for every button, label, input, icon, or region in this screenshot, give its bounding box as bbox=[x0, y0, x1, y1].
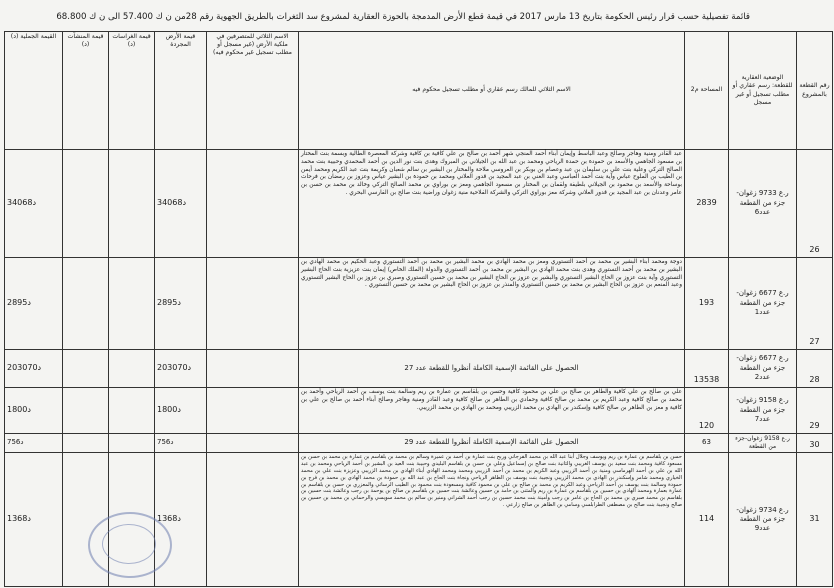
owners-list: علي بن صالح بن علي كافية والطاهر بن صالح بن علي بن محمود كافية وحسن بن بلقاسم بن عمارة بن ريم وسالمة بنت يوسف بن أحمد الرياحي وأحمد بن محمد بن صالح كافية وعبد الكريم بن محمد بن صالح كافية وحمادي بن الطاهر بن صالح كافية وعبد القادر ومنية وهاجر وصالح أبناء أحمد بن صالح بن علي بن كافية و معز بن الطاهر بن صالح كافية وإسكندر بن الهادي بن محمد الزريبي ومحمد بن الهادي بن محمد الزريبي. bbox=[299, 388, 685, 434]
header-unregistered-owners: الاسم الثلاثي للمتصرفين في ملكية الأرض (غير مسجل أو مطلب تسجيل غير محكوم فيه) bbox=[207, 32, 299, 150]
header-area: المساحة م2 bbox=[685, 32, 729, 150]
row-number: 27 bbox=[797, 258, 833, 350]
table-row bbox=[5, 350, 833, 388]
row-number: 31 bbox=[797, 453, 833, 587]
table-row bbox=[5, 150, 833, 258]
structures-value bbox=[63, 434, 109, 453]
table-header-row bbox=[5, 32, 833, 150]
structures-value bbox=[63, 258, 109, 350]
plot-reference: ر.ع 9158 زغوان-جزء من القطعة bbox=[729, 434, 797, 453]
row-number: 30 bbox=[797, 434, 833, 453]
plot-area: 120 bbox=[685, 388, 729, 434]
owners-list: عبد القادر ومنية وهاجر وصالح وعبد الباسط وإيمان أبناء أحمد المنجي شهر أحمد بن صالح بن علي كافية بن كافية وشركة المعصرة الطالية وبسمة بنت المختار بن مسعود الجاهمي والأسعد بن حمودة بن حمدة الرياحي ومحمد بن عبد الله بن الجيلاني بن المبروك وهدى بنت نور الدين بن أحمد المحمدي وحبيبة بنت محمد الصالح التركي وعلية بنت علي بن سليمان بن عبد وعصام بن بوبكر بن العروسي ملاحة والمختار بن البشير بن سالم شعبان وكريمة بنت عبد الكريم ومحمد أيمن بن الطيب بن الملوح عباس وآية بنت أحمد العباسي وعبد الغني بن عبد المجيد بن قدور العلاني ومحمد بن حمودة بن البشير عياس وعزوز بن رمضان بن فرحات بوساحة والأسعد بن محمود بن الجيلاني بلطيفة ولقمان بن المختار بن مسعود الجاهمي ومعز بن بوراوي بن محمد الصالح التركي وخالد بن محمد بن حسن بن عامر وعدنان بن عبد المجيد بن قدور العلاني وشركة معز بوراوي التركي والشركة الفلاحية منية زغوان وراضية بنت صالح بن الفارسي البحري . bbox=[299, 150, 685, 258]
land-value: 2895د bbox=[155, 258, 207, 350]
header-plantings-value: قيمة الغراسات (د) bbox=[109, 32, 155, 150]
plot-area: 114 bbox=[685, 453, 729, 587]
document-title: قائمة تفصيلية حسب قرار رئيس الحكومة بتاريخ 13 مارس 2017 في قيمة قطع الأرض المدمجة بالحوزة العقارية لمشروع سد الثغرات بالطريق الجهوية رقم 28من ن ك 57.400 الى ن ك 68.800 bbox=[56, 12, 750, 22]
header-structures-value: قيمة المنشآت (د) bbox=[63, 32, 109, 150]
owners-list: حسن بن بلقاسم بن عمارة بن ريم ويوسف وجلال أبنا عبد الله بن محمد الفرجاني وربح بنت عمارة بن أحمد بن عميرة وسالم بن محمد بن بلقاسم بن عمارة بن محمد بن حسن بن مسعود كافية ومحمد بنت سعيد بن يوسف الغريبي والثانية بنت صالح بن إسماعيل وعلي بن حسن بن بلقاسم البليدي وحبيبة بنت العيد بن البشير بن أحمد الرياحي ومحمد بن عبد الله بن علي بن أحمد الهرماسي ومنية بن أحمد الزريبي وعبد الكريم بن محمد بن أحمد الزريبي ومحمد ومحمد الهادي أبناء الهادي بن محمد الزريبي وعزيزة بنت علي بن محمد الخياري ومحمد شامر وإسكندر بن الهادي بن محمد الزريبي ونجيبة بنت يوسف بن الطاهر الرياحي ونجاة بنت الحاج بن عبد الله بن حمودة بن محمد الهادي بن محمد بن فرج بن حمودة وسالمة بنت يوسف بن أحمد الرياحي وعبد الكريم بن محمد بن صالح بن علي بن محمود كافية ومسعودة بنت محمود بن الطيب الرساتي والمعزري بن حسن بن بلقاسم بن عمارة بعمارة ومحمد الهادي بن حسين بن بلقاسم بن عمارة بن ريم والمثنى بن حامد بن حسين وعائشة بنت حسين بن بلقاسم بن صالح بن يوحمة بن رجب وعائشة بنت حسين بن بلقاسم بن محمد صبري بن محمد بن الحاج بن عامر بن رجب وأمينة بنت محمد حسين بن رجب أحمد الشراني ومنير بن سالم بن محمد سويسي والرحماني بن محمد بن حسين بن صالح ونجيبة بنت صالح بن مصطفى الطرابلسي وسامي بن الطاهر بن صالح زارعي . bbox=[299, 453, 685, 587]
plantings-value bbox=[109, 150, 155, 258]
unregistered-owners bbox=[207, 453, 299, 587]
compensation-table bbox=[4, 31, 833, 587]
row-number: 26 bbox=[797, 150, 833, 258]
unregistered-owners bbox=[207, 350, 299, 388]
unregistered-owners bbox=[207, 150, 299, 258]
header-owners: الاسم الثلاثي للمالك رسم عقاري أو مطلب تسجيل محكوم فيه bbox=[299, 32, 685, 150]
structures-value bbox=[63, 388, 109, 434]
owners-list: الحصول على القائمة الإسمية الكاملة أنظروا للقطعة عدد 29 bbox=[299, 434, 685, 453]
plot-area: 13538 bbox=[685, 350, 729, 388]
row-number: 29 bbox=[797, 388, 833, 434]
land-value: 34068د bbox=[155, 150, 207, 258]
structures-value bbox=[63, 350, 109, 388]
total-value: 756د bbox=[5, 434, 63, 453]
header-land-value: قيمة الأرض المجردة bbox=[155, 32, 207, 150]
total-value: 1800د bbox=[5, 388, 63, 434]
total-value: 1368د bbox=[5, 453, 63, 587]
plot-area: 2839 bbox=[685, 150, 729, 258]
table-row bbox=[5, 258, 833, 350]
header-plot-status: الوضعية العقارية للقطعة: رسم عقاري أو مطلب تسجيل أو غير مسجل bbox=[729, 32, 797, 150]
plot-reference: ر.ع 6677 زغوان-جزء من القطعة عدد2 bbox=[729, 350, 797, 388]
plot-area: 193 bbox=[685, 258, 729, 350]
land-value: 203070د bbox=[155, 350, 207, 388]
unregistered-owners bbox=[207, 258, 299, 350]
plot-reference: ر.ع 9734 زغوان-جزء من القطعة عدد9 bbox=[729, 453, 797, 587]
total-value: 203070د bbox=[5, 350, 63, 388]
owners-list: دوجة ومحمد أبناء البشير بن محمد بن أحمد التستوري ومعز بن محمد الهادي بن محمد البشير بن محمد بن أحمد التستوري وعبد الحكيم بن محمد الهادي بن البشير بن محمد بن أحمد التستوري وهدى بنت محمد الهادي بن البشير بن محمد بن أحمد التستوري والدولة (الملك الخاص) إيمان بنت عزيزية بنت الحاج البشير التستوري وآية بنت عزوز بن الحاج البشير التستوري والبشير بن عزوز بن الحاج البشير بن محمد بن حسين التستوري وصبري بن عزوز بن الحاج البشير التستوري وعبد المنعم بن عزوز بن الحاج البشير بن محمد بن حسين التستوري والمنذر بن عزوز بن الحاج البشير بن محمد بن حسين التستوري . bbox=[299, 258, 685, 350]
total-value: 34068د bbox=[5, 150, 63, 258]
plot-reference: ر.ع 6677 زغوان-جزء من القطعة عدد1 bbox=[729, 258, 797, 350]
structures-value bbox=[63, 150, 109, 258]
plantings-value bbox=[109, 434, 155, 453]
plot-reference: ر.ع 9158 زغوان-جزء من القطعة عدد7 bbox=[729, 388, 797, 434]
land-value: 1800د bbox=[155, 388, 207, 434]
total-value: 2895د bbox=[5, 258, 63, 350]
official-stamp bbox=[88, 512, 172, 578]
plot-reference: ر.ع 9733 زغوان-جزء من القطعة عدد6 bbox=[729, 150, 797, 258]
owners-list: الحصول على القائمة الإسمية الكاملة أنظروا للقطعة عدد 27 bbox=[299, 350, 685, 388]
unregistered-owners bbox=[207, 388, 299, 434]
land-value: 756د bbox=[155, 434, 207, 453]
plantings-value bbox=[109, 388, 155, 434]
header-total-value: القيمة الجملية (د) bbox=[5, 32, 63, 150]
land-value: 1368د bbox=[155, 453, 207, 587]
row-number: 28 bbox=[797, 350, 833, 388]
plot-area: 63 bbox=[685, 434, 729, 453]
table-row bbox=[5, 434, 833, 453]
plantings-value bbox=[109, 258, 155, 350]
table-row bbox=[5, 388, 833, 434]
plantings-value bbox=[109, 350, 155, 388]
unregistered-owners bbox=[207, 434, 299, 453]
header-order: رقم القطعة بالمشروع bbox=[797, 32, 833, 150]
